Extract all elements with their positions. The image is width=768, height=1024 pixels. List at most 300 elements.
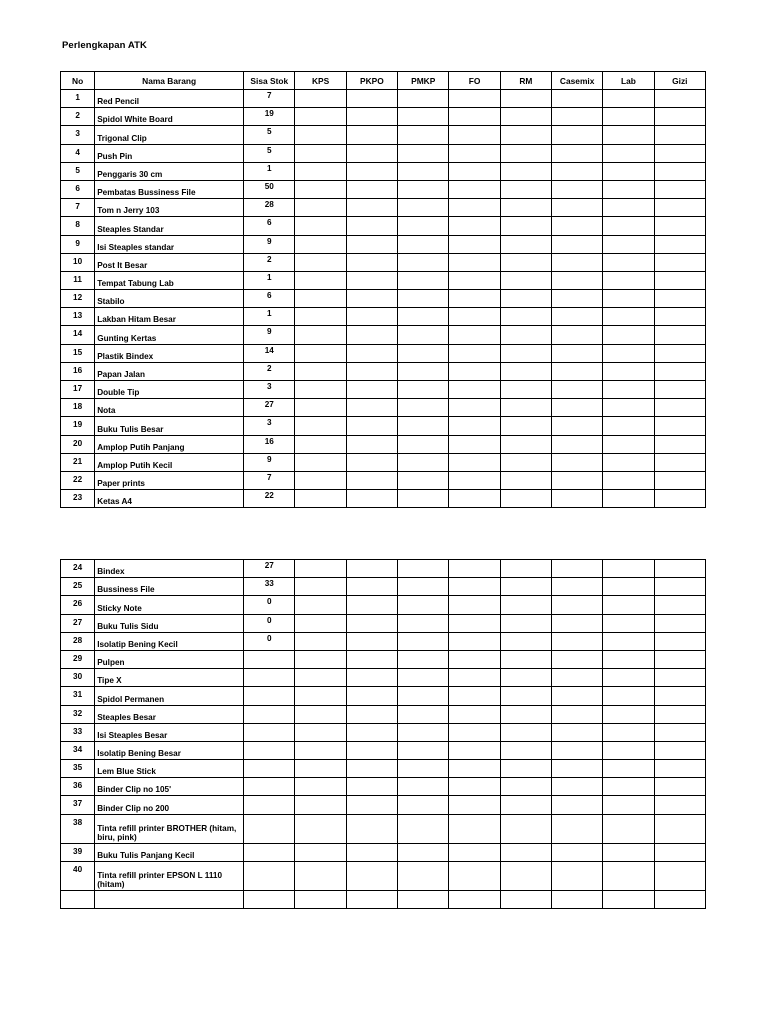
item-name: Binder Clip no 105' (95, 778, 244, 796)
dept-cell (552, 399, 603, 417)
dept-cell (449, 490, 500, 508)
dept-cell (346, 308, 397, 326)
item-name: Buku Tulis Panjang Kecil (95, 843, 244, 861)
item-name (95, 890, 244, 908)
row-number: 39 (61, 843, 95, 861)
dept-cell (552, 126, 603, 144)
dept-cell (654, 381, 705, 399)
dept-cell (346, 471, 397, 489)
dept-cell (449, 614, 500, 632)
dept-cell (346, 453, 397, 471)
dept-cell (398, 614, 449, 632)
row-number: 23 (61, 490, 95, 508)
dept-cell (295, 144, 346, 162)
dept-cell (500, 217, 551, 235)
dept-cell (552, 490, 603, 508)
dept-cell (500, 814, 551, 843)
dept-cell (346, 271, 397, 289)
dept-cell (500, 843, 551, 861)
dept-cell (295, 778, 346, 796)
item-name: Isolatip Bening Besar (95, 741, 244, 759)
dept-cell (654, 705, 705, 723)
dept-cell (654, 417, 705, 435)
dept-cell (552, 705, 603, 723)
table-row (61, 381, 706, 399)
dept-cell (603, 344, 654, 362)
table-row (61, 217, 706, 235)
dept-cell (552, 253, 603, 271)
dept-cell (654, 861, 705, 890)
dept-cell (654, 290, 705, 308)
dept-cell (552, 453, 603, 471)
dept-cell (346, 253, 397, 271)
dept-cell (295, 253, 346, 271)
stock-count: 28 (244, 199, 295, 217)
item-name: Steaples Standar (95, 217, 244, 235)
table-row (61, 399, 706, 417)
dept-cell (346, 814, 397, 843)
dept-cell (449, 399, 500, 417)
dept-cell (346, 90, 397, 108)
dept-cell (398, 344, 449, 362)
table-row (61, 417, 706, 435)
header-row (61, 72, 706, 90)
item-name: Tipe X (95, 669, 244, 687)
dept-cell (603, 490, 654, 508)
dept-cell (295, 180, 346, 198)
dept-cell (603, 705, 654, 723)
stock-count: 27 (244, 560, 295, 578)
dept-cell (552, 596, 603, 614)
dept-cell (500, 253, 551, 271)
dept-cell (346, 705, 397, 723)
stock-count (244, 778, 295, 796)
dept-cell (500, 861, 551, 890)
item-name: Bussiness File (95, 578, 244, 596)
dept-cell (346, 217, 397, 235)
dept-cell (552, 778, 603, 796)
item-name: Post It Besar (95, 253, 244, 271)
item-name: Double Tip (95, 381, 244, 399)
dept-cell (449, 326, 500, 344)
dept-cell (603, 199, 654, 217)
dept-cell (552, 687, 603, 705)
dept-cell (500, 705, 551, 723)
stock-count (244, 796, 295, 814)
dept-cell (295, 814, 346, 843)
table-row (61, 632, 706, 650)
dept-cell (346, 760, 397, 778)
dept-cell (449, 471, 500, 489)
dept-cell (449, 344, 500, 362)
dept-cell (654, 796, 705, 814)
dept-cell (654, 271, 705, 289)
dept-cell (398, 632, 449, 650)
dept-cell (603, 578, 654, 596)
dept-cell (603, 308, 654, 326)
dept-cell (603, 741, 654, 759)
table-row (61, 126, 706, 144)
dept-cell (500, 308, 551, 326)
dept-cell (500, 490, 551, 508)
dept-cell (398, 381, 449, 399)
stock-count: 2 (244, 253, 295, 271)
dept-cell (603, 253, 654, 271)
dept-cell (552, 90, 603, 108)
row-number: 13 (61, 308, 95, 326)
row-number: 29 (61, 650, 95, 668)
item-name: Papan Jalan (95, 362, 244, 380)
dept-cell (603, 596, 654, 614)
dept-cell (552, 417, 603, 435)
dept-cell (552, 843, 603, 861)
stock-count: 7 (244, 90, 295, 108)
stock-count: 0 (244, 596, 295, 614)
dept-cell (603, 217, 654, 235)
stock-count: 1 (244, 308, 295, 326)
item-name: Stabilo (95, 290, 244, 308)
dept-cell (654, 90, 705, 108)
row-number: 27 (61, 614, 95, 632)
dept-cell (500, 344, 551, 362)
row-number: 10 (61, 253, 95, 271)
dept-cell (398, 796, 449, 814)
stock-count: 9 (244, 453, 295, 471)
dept-cell (398, 843, 449, 861)
table-row (61, 560, 706, 578)
dept-cell (500, 235, 551, 253)
dept-cell (295, 217, 346, 235)
dept-cell (603, 650, 654, 668)
dept-cell (603, 90, 654, 108)
table-row (61, 490, 706, 508)
dept-cell (603, 290, 654, 308)
row-number: 5 (61, 162, 95, 180)
dept-cell (603, 126, 654, 144)
table-row (61, 235, 706, 253)
dept-cell (449, 705, 500, 723)
table-row (61, 596, 706, 614)
dept-cell (449, 453, 500, 471)
row-number: 8 (61, 217, 95, 235)
dept-cell (603, 471, 654, 489)
col-header-fo: FO (449, 72, 500, 90)
dept-cell (346, 796, 397, 814)
dept-cell (295, 290, 346, 308)
item-name: Ketas A4 (95, 490, 244, 508)
dept-cell (346, 344, 397, 362)
dept-cell (398, 162, 449, 180)
table-row (61, 778, 706, 796)
dept-cell (295, 490, 346, 508)
item-name: Tempat Tabung Lab (95, 271, 244, 289)
dept-cell (552, 271, 603, 289)
dept-cell (449, 632, 500, 650)
dept-cell (654, 890, 705, 908)
dept-cell (398, 778, 449, 796)
dept-cell (398, 180, 449, 198)
col-header-lab: Lab (603, 72, 654, 90)
row-number: 21 (61, 453, 95, 471)
dept-cell (346, 326, 397, 344)
stock-count: 7 (244, 471, 295, 489)
row-number (61, 890, 95, 908)
table-row (61, 890, 706, 908)
dept-cell (449, 381, 500, 399)
dept-cell (654, 723, 705, 741)
table-row (61, 108, 706, 126)
dept-cell (449, 890, 500, 908)
dept-cell (449, 723, 500, 741)
row-number: 14 (61, 326, 95, 344)
item-name: Tinta refill printer BROTHER (hitam, biru, pink) (95, 814, 244, 843)
stock-count (244, 723, 295, 741)
col-header-nama-barang: Nama Barang (95, 72, 244, 90)
stock-count: 5 (244, 126, 295, 144)
row-number: 16 (61, 362, 95, 380)
dept-cell (398, 217, 449, 235)
table-row (61, 253, 706, 271)
dept-cell (449, 560, 500, 578)
dept-cell (346, 381, 397, 399)
dept-cell (500, 90, 551, 108)
item-name: Buku Tulis Besar (95, 417, 244, 435)
dept-cell (295, 741, 346, 759)
item-name: Lem Blue Stick (95, 760, 244, 778)
dept-cell (398, 560, 449, 578)
page-title: Perlengkapan ATK (62, 40, 148, 51)
dept-cell (295, 614, 346, 632)
dept-cell (295, 308, 346, 326)
dept-cell (603, 399, 654, 417)
dept-cell (449, 578, 500, 596)
dept-cell (346, 126, 397, 144)
dept-cell (295, 435, 346, 453)
item-name: Spidol White Board (95, 108, 244, 126)
dept-cell (500, 271, 551, 289)
row-number: 22 (61, 471, 95, 489)
dept-cell (500, 890, 551, 908)
dept-cell (552, 162, 603, 180)
col-header-rm: RM (500, 72, 551, 90)
stock-count (244, 890, 295, 908)
row-number: 26 (61, 596, 95, 614)
dept-cell (500, 632, 551, 650)
item-name: Lakban Hitam Besar (95, 308, 244, 326)
dept-cell (449, 199, 500, 217)
dept-cell (654, 760, 705, 778)
row-number: 18 (61, 399, 95, 417)
dept-cell (295, 650, 346, 668)
row-number: 11 (61, 271, 95, 289)
dept-cell (449, 596, 500, 614)
row-number: 28 (61, 632, 95, 650)
dept-cell (398, 326, 449, 344)
dept-cell (654, 453, 705, 471)
stock-count: 14 (244, 344, 295, 362)
item-name: Paper prints (95, 471, 244, 489)
stock-count: 0 (244, 614, 295, 632)
row-number: 33 (61, 723, 95, 741)
stock-count: 22 (244, 490, 295, 508)
dept-cell (346, 861, 397, 890)
dept-cell (500, 126, 551, 144)
item-name: Red Pencil (95, 90, 244, 108)
stock-count: 3 (244, 381, 295, 399)
dept-cell (500, 453, 551, 471)
stock-count (244, 705, 295, 723)
col-header-gizi: Gizi (654, 72, 705, 90)
dept-cell (552, 108, 603, 126)
dept-cell (346, 687, 397, 705)
dept-cell (449, 741, 500, 759)
stock-count (244, 741, 295, 759)
item-name: Plastik Bindex (95, 344, 244, 362)
dept-cell (295, 687, 346, 705)
dept-cell (295, 399, 346, 417)
dept-cell (552, 235, 603, 253)
dept-cell (500, 596, 551, 614)
dept-cell (552, 796, 603, 814)
dept-cell (295, 723, 346, 741)
dept-cell (552, 760, 603, 778)
dept-cell (500, 435, 551, 453)
row-number: 20 (61, 435, 95, 453)
dept-cell (346, 650, 397, 668)
dept-cell (654, 344, 705, 362)
dept-cell (500, 760, 551, 778)
dept-cell (449, 843, 500, 861)
row-number: 19 (61, 417, 95, 435)
item-name: Isolatip Bening Kecil (95, 632, 244, 650)
dept-cell (449, 861, 500, 890)
dept-cell (398, 399, 449, 417)
item-name: Pembatas Bussiness File (95, 180, 244, 198)
dept-cell (398, 108, 449, 126)
dept-cell (346, 490, 397, 508)
col-header-kps: KPS (295, 72, 346, 90)
dept-cell (603, 144, 654, 162)
dept-cell (654, 126, 705, 144)
dept-cell (552, 144, 603, 162)
dept-cell (346, 199, 397, 217)
dept-cell (295, 271, 346, 289)
dept-cell (295, 861, 346, 890)
dept-cell (654, 669, 705, 687)
dept-cell (398, 308, 449, 326)
table-row (61, 843, 706, 861)
dept-cell (654, 162, 705, 180)
dept-cell (500, 778, 551, 796)
dept-cell (603, 890, 654, 908)
dept-cell (500, 326, 551, 344)
dept-cell (346, 843, 397, 861)
dept-cell (398, 687, 449, 705)
dept-cell (552, 290, 603, 308)
item-name: Tinta refill printer EPSON L 1110 (hitam) (95, 861, 244, 890)
dept-cell (603, 632, 654, 650)
dept-cell (295, 162, 346, 180)
dept-cell (654, 199, 705, 217)
dept-cell (449, 144, 500, 162)
dept-cell (552, 814, 603, 843)
dept-cell (346, 362, 397, 380)
dept-cell (295, 669, 346, 687)
dept-cell (603, 271, 654, 289)
dept-cell (346, 890, 397, 908)
dept-cell (449, 417, 500, 435)
dept-cell (500, 560, 551, 578)
row-number: 40 (61, 861, 95, 890)
dept-cell (603, 796, 654, 814)
dept-cell (295, 705, 346, 723)
dept-cell (500, 578, 551, 596)
table-row (61, 308, 706, 326)
dept-cell (603, 687, 654, 705)
stock-table-1 (60, 71, 706, 508)
dept-cell (398, 290, 449, 308)
dept-cell (500, 108, 551, 126)
table-row (61, 578, 706, 596)
dept-cell (654, 614, 705, 632)
dept-cell (398, 471, 449, 489)
table-row (61, 861, 706, 890)
dept-cell (552, 890, 603, 908)
dept-cell (603, 326, 654, 344)
dept-cell (295, 843, 346, 861)
dept-cell (603, 453, 654, 471)
row-number: 4 (61, 144, 95, 162)
stock-count: 19 (244, 108, 295, 126)
dept-cell (654, 471, 705, 489)
dept-cell (654, 144, 705, 162)
stock-count (244, 843, 295, 861)
table-row (61, 344, 706, 362)
dept-cell (552, 180, 603, 198)
dept-cell (500, 180, 551, 198)
dept-cell (449, 669, 500, 687)
item-name: Buku Tulis Sidu (95, 614, 244, 632)
table-row (61, 760, 706, 778)
row-number: 6 (61, 180, 95, 198)
table-row (61, 741, 706, 759)
item-name: Amplop Putih Panjang (95, 435, 244, 453)
dept-cell (552, 861, 603, 890)
dept-cell (603, 180, 654, 198)
row-number: 3 (61, 126, 95, 144)
dept-cell (654, 435, 705, 453)
col-header-no: No (61, 72, 95, 90)
dept-cell (398, 490, 449, 508)
dept-cell (603, 614, 654, 632)
table-row (61, 453, 706, 471)
dept-cell (295, 578, 346, 596)
dept-cell (449, 650, 500, 668)
dept-cell (398, 890, 449, 908)
dept-cell (449, 162, 500, 180)
item-name: Trigonal Clip (95, 126, 244, 144)
item-name: Isi Steaples standar (95, 235, 244, 253)
stock-count: 9 (244, 235, 295, 253)
dept-cell (398, 814, 449, 843)
dept-cell (346, 290, 397, 308)
row-number: 24 (61, 560, 95, 578)
dept-cell (398, 723, 449, 741)
row-number: 36 (61, 778, 95, 796)
dept-cell (346, 162, 397, 180)
dept-cell (449, 362, 500, 380)
dept-cell (603, 560, 654, 578)
